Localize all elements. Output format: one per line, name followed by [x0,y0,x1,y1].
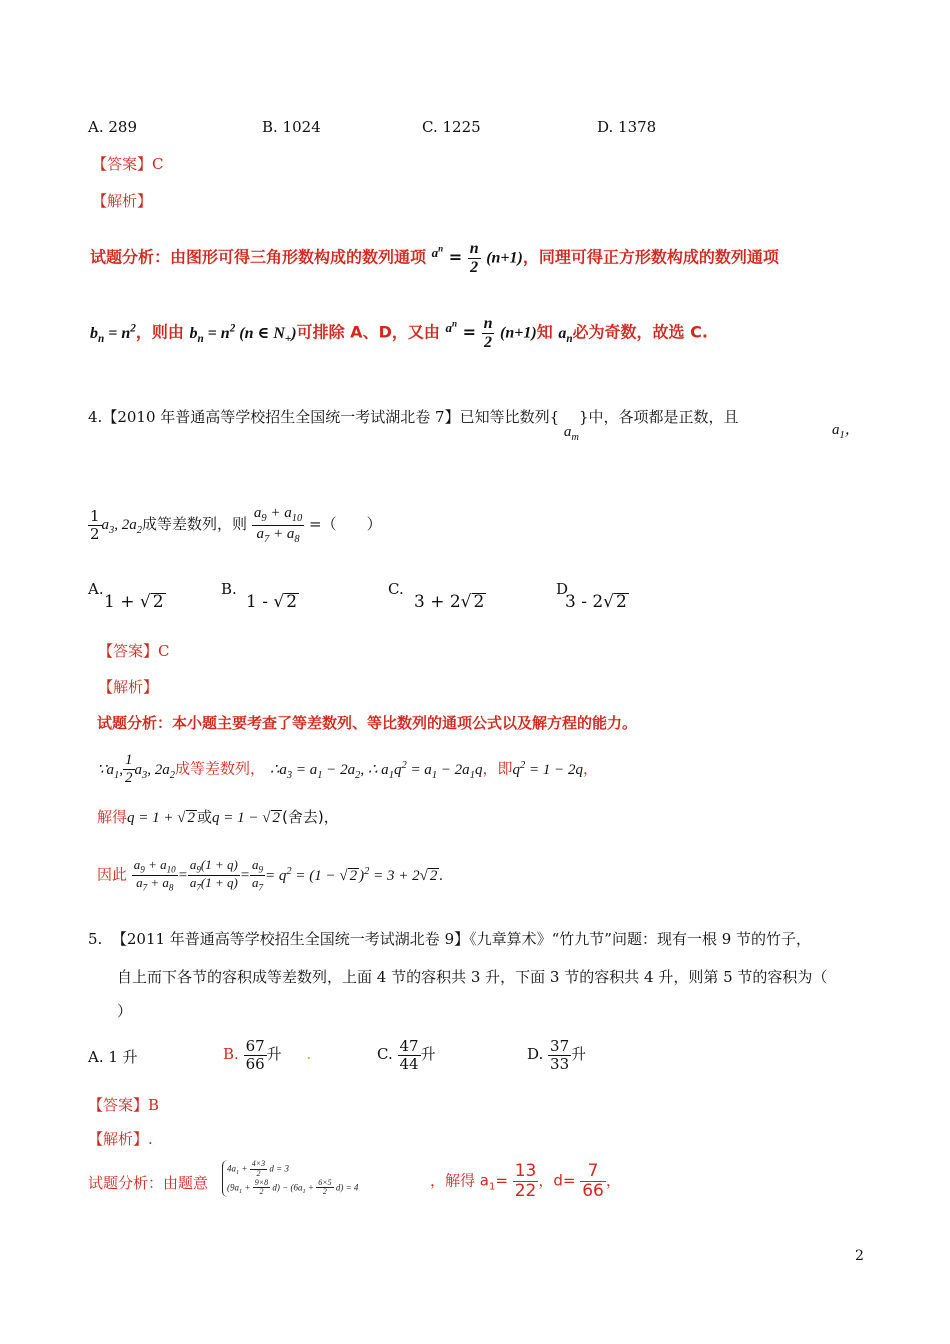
text: 知 [536,322,553,342]
q4-option-b-value: 1 - √ 2 [246,592,298,612]
q4-option-b-label: B. [221,580,237,598]
q4-analysis-line3: 解得q = 1 + √ 2 或q = 1 − √ 2 (舍去)， [97,808,339,826]
unit: 升 [571,1045,587,1063]
q3-option-c: C. 1225 [422,118,481,136]
q5-option-c [377,1038,436,1072]
text: 【2011 年普通高等学校招生全国统一考试湖北卷 9】《九章算术》“竹九节”问题：现有一根 9 节的竹子， [111,930,812,948]
q3-answer [92,153,164,174]
q4-option-a-label: A. [88,580,104,598]
q4-stem-line1: 4.【2010 年普通高等学校招生全国统一考试湖北卷 7】已知等比数列{ $a_m$}中，各项都是正数，且 [88,408,739,443]
text: =（ ） [309,515,382,534]
text: ，d= [538,1171,576,1190]
numerator: 13 [514,1161,537,1181]
q3-analysis-line1: 试题分析：由图形可得三角形数构成的数列通项 $^{a^n}$ = $\frac{n}{2}$ (n+1)，同理可得正方形数构成的数列通项 [90,240,779,276]
q3-option-a: A. 289 [88,118,137,136]
question-number: 4. [88,408,103,426]
dot: . [306,1045,312,1063]
text: 试题分析：由图形可得三角形数构成的数列通项 [90,247,427,267]
question-number: 5. [88,930,103,948]
answer-value: C [152,155,164,173]
q5-option-b [223,1038,311,1072]
q3-analysis-line2: $b_n = n^2$，则由 $b_n = n^2$ (n ∈ $N_+$)可排除 A、D，又由 $^{a^n}$ = $\frac{n}{2}$ (n+1)知 $a_n$必为奇数，故选 C. [90,315,708,351]
numerator: 37 [550,1037,570,1055]
q4-stem-line2: $\frac{1}{2}$ $a_3$, $2a_2$成等差数列，则 $\frac{a_9 + a_{10}}{a_7 + a_8}$ =（ ） [90,505,382,545]
q4-option-d-value: 3 - 2√ 2 [565,592,627,612]
q5-option-d [527,1038,586,1072]
option-label: C. [377,1045,393,1063]
text: (舍去)， [282,808,339,826]
q3-analysis-label: 【解析】 [92,192,153,210]
q5-answer [88,1094,159,1115]
denominator: 66 [245,1054,265,1073]
text: 或 [197,808,213,826]
q3-option-b: B. 1024 [262,118,321,136]
text: ，则由 [135,322,184,342]
option-label: B. [223,1045,239,1063]
text: 成等差数列， [175,759,266,778]
q3-option-d: D. 1378 [597,118,657,136]
text: 已知等比数列{ [459,408,560,426]
text: ，即 [482,759,513,778]
text: 成等差数列，则 [142,515,248,534]
text: ， [605,1171,621,1190]
q4-answer [98,640,170,661]
q5-stem-line3: ） [117,1002,133,1020]
answer-value: C [158,642,170,660]
q4-option-a-value: 1 + √ 2 [104,592,164,612]
denominator: 66 [582,1180,604,1201]
q4-analysis-line1: 试题分析：本小题主要考查了等差数列、等比数列的通项公式以及解方程的能力。 [97,714,638,732]
answer-value: B [148,1096,160,1114]
q4-analysis-line4: 因此 $\frac{a_9 + a_{10}}{a_7 + a_8}$ = $\frac{a_9(1 + q)}{a_7(1 + q)}$ = $\frac{a_9}{a_7}$ = $q^2 = (1$ − √ 2 )$^2$ = 3 + 2√ 2 . [97,857,444,893]
q5-analysis-result: ，解得 $a_1=$ $\frac{13}{22}$ ，d= $\frac{7}{66}$ ， [430,1161,621,1201]
text: ，解得 a [430,1171,489,1190]
q5-analysis-prefix: 试题分析：由题意 [88,1174,209,1192]
denominator: 44 [399,1054,419,1073]
q4-option-c-label: C. [388,580,404,598]
answer-label: 【答案】 [92,155,153,173]
q4-option-c-value: 3 + 2√ 2 [414,592,485,612]
question-source: 【2010 年普通高等学校招生全国统一考试湖北卷 7】 [102,408,460,426]
q5-equation-system: $4a_1$ + $\frac{4\times 3}{2}$ d = 3 ($9a_1$ + $\frac{9\times 8}{2}$ $d) - (6a_1$ + $\frac{6\times 5}{2}$ d) = 4 [222,1160,358,1197]
numerator: 47 [399,1037,419,1055]
text: ，同理可得正方形数构成的数列通项 [522,247,779,267]
answer-label: 【答案】 [88,1096,149,1114]
text: }中，各项都是正数，且 [579,408,739,426]
q4-option-d-label: D [556,580,569,598]
unit: 升 [266,1045,282,1063]
text: 必为奇数，故选 C. [572,322,708,342]
page-number: 2 [855,1248,864,1264]
text: 因此 [97,865,128,884]
text: 可排除 A、D，又由 [296,322,440,342]
option-label: D. [527,1045,544,1063]
q4-analysis-line2: $\because a_1$, $\frac{1}{2}$ $a_3$, $2a_2$成等差数列， $\therefore a_3 = a_1 - 2a_2$, ∴ $a_1q^2 = a_1 - 2a_1q$，即$q^2 = 1 - 2q$， [97,752,598,786]
numerator: 67 [245,1037,265,1055]
q5-analysis-label: 【解析】. [88,1130,153,1148]
text: 解得 [97,808,128,826]
q4-analysis-label: 【解析】 [98,678,159,696]
answer-label: 【答案】 [98,642,159,660]
q5-stem-line1 [88,928,811,949]
denominator: 33 [550,1054,570,1073]
denominator: 22 [514,1180,537,1201]
q5-stem-line2: 自上而下各节的容积成等差数列，上面 4 节的容积共 3 升，下面 3 节的容积共 4 升，则第 5 节的容积为（ [117,968,828,986]
q4-a1: $a_1$， [832,422,860,441]
q5-option-a: A. 1 升 [88,1048,138,1066]
numerator: 7 [580,1162,606,1182]
unit: 升 [420,1045,436,1063]
